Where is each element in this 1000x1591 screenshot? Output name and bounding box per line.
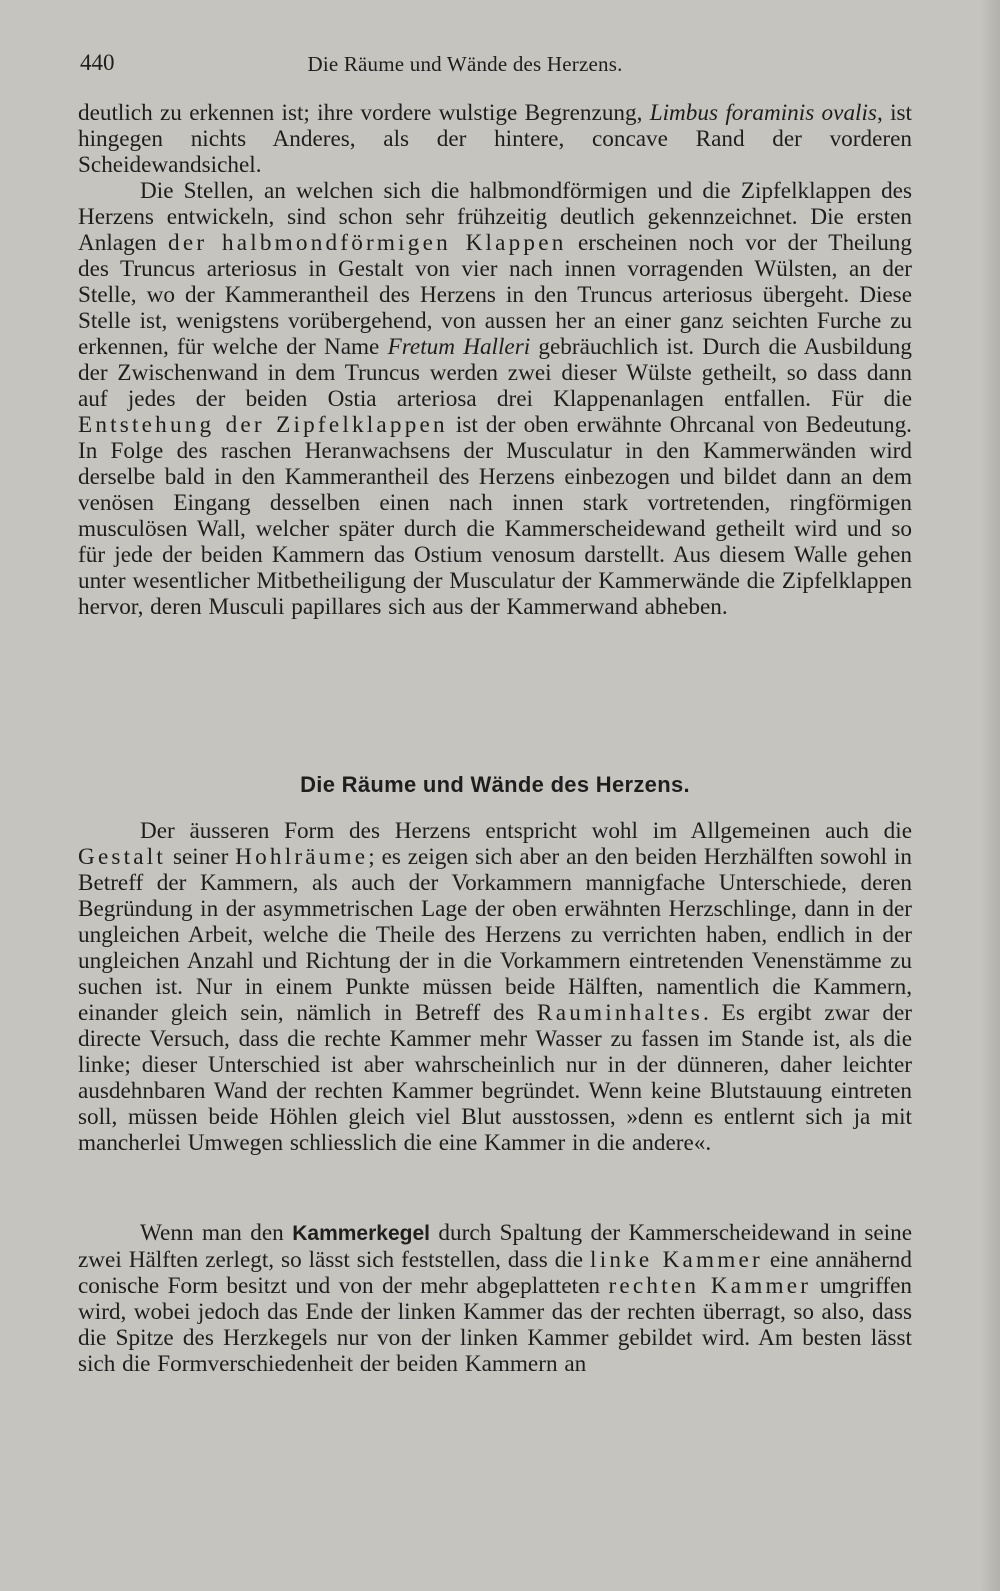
section-heading: Die Räume und Wände des Herzens. bbox=[300, 772, 690, 797]
running-title: Die Räume und Wände des Herzens. bbox=[307, 52, 623, 76]
spaced-term-entstehung-zipfelklappen: Entstehung der Zipfelklappen bbox=[78, 412, 448, 438]
spaced-term-halbmondfoermige-klappen: der halbmondförmigen Klappen bbox=[168, 230, 567, 256]
text-run: . Es ergibt zwar der directe Versuch, dass die rechte Kammer mehr Wasser zu fassen im Stande ist, als die linke; dieser Unterschied ist aber wahrscheinlich nur in der dünneren, daher leichter ausdehnbaren Wand der rechten Kammer begründet. Wenn keine Blutstauung eintreten soll, müssen beide Höhlen gleich viel Blut ausstossen, »denn es entlernt sich ja mit mancherlei Umwegen schliesslich die eine Kammer in die andere«. bbox=[78, 1000, 912, 1156]
text-run: durch Spaltung der Kammerscheidewand in seine zwei Hälften zerlegt, so lässt sich feststellen, dass die bbox=[78, 1220, 912, 1273]
spaced-term-linke-kammer: linke Kammer bbox=[590, 1247, 763, 1273]
page-edge-shadow bbox=[980, 0, 1000, 1591]
spaced-term-gestalt: Gestalt bbox=[78, 844, 167, 870]
text-run: ; es zeigen sich aber an den beiden Herzhälften sowohl in Betreff der Kammern, als auch der Vorkammern mannigfache Unterschiede, deren Begründung in der asymmetrischen Lage der oben erwähnten Herzschlinge, dann in der ungleichen Arbeit, welche die Theile des Herzens zu verrichten haben, endlich in der ungleichen Anzahl und Richtung der in die Vorkammern eintretenden Venenstämme zu suchen ist. Nur in einem Punkte müssen beide Hälften, namentlich die Kammern, einander gleich sein, nämlich in Betreff des bbox=[78, 844, 912, 1026]
spaced-term-rauminhalt: Rauminhaltes bbox=[537, 1000, 703, 1026]
text-run: Wenn man den bbox=[140, 1220, 293, 1246]
text-run: umgriffen wird, wobei jedoch das Ende der linken Kammer das der rechten überragt, so also, dass die Spitze des Herzkegels nur von der linken Kammer gebildet wird. Am besten lässt sich die Formverschiedenheit der beiden Kammern an bbox=[78, 1273, 912, 1377]
spaced-term-hohlraeume: Hohlräume bbox=[235, 844, 369, 870]
term-limbus-foraminis-ovalis: Limbus foraminis ovalis bbox=[649, 100, 877, 126]
bold-term-kammerkegel: Kammerkegel bbox=[292, 1222, 430, 1245]
text-run: seiner bbox=[166, 844, 236, 870]
text-run: erscheinen noch vor der Theilung des Truncus arteriosus in Gestalt von vier nach innen vorragenden Wülsten, an der Stelle, wo der Kammerantheil des Herzens in den Truncus arteriosus übergeht. Diese Stelle ist, wenigstens vorübergehend, von aussen her an einer ganz seichten Furche zu erkennen, für welche der Name bbox=[78, 230, 912, 360]
text-run: , ist hingegen nichts Anderes, als der hintere, concave Rand der vorderen Scheidewandsichel. bbox=[78, 100, 912, 178]
text-run: deutlich zu erkennen ist; ihre vordere wulstige Begrenzung, bbox=[78, 100, 650, 126]
running-header bbox=[80, 50, 910, 80]
text-run: eine annähernd conische Form besitzt und von der mehr abgeplatteten bbox=[78, 1247, 912, 1299]
text-run: ist der oben erwähnte Ohrcanal von Bedeutung. In Folge des raschen Heranwachsens der Musculatur in den Kammerwänden wird derselbe bald in den Kammerantheil des Herzens einbezogen und bildet dann an dem venösen Eingang desselben einen nach innen stark vortretenden, ringförmigen musculösen Wall, welcher später durch die Kammerscheidewand getheilt wird und so für jede der beiden Kammern das Ostium venosum darstellt. Aus diesem Walle gehen unter wesentlicher Mitbetheiligung der Musculatur der Kammerwände die Zipfelklappen hervor, deren Musculi papillares sich aus der Kammerwand abheben. bbox=[78, 412, 912, 620]
term-fretum-halleri: Fretum Halleri bbox=[387, 334, 531, 360]
page-number: 440 bbox=[80, 50, 115, 75]
text-run: Der äusseren Form des Herzens entspricht wohl im Allgemeinen auch die bbox=[140, 818, 912, 844]
text-run: gebräuchlich ist. Durch die Ausbildung der Zwischenwand in dem Truncus werden zwei dieser Wülste getheilt, so dass dann auf jedes der beiden Ostia arteriosa drei Klappenanlagen entfallen. Für die bbox=[78, 334, 912, 412]
paragraph-klappen bbox=[78, 178, 912, 620]
paragraph-hohlraeume bbox=[78, 818, 912, 1156]
paragraph-limbus bbox=[78, 100, 912, 178]
text-block-kammerkegel bbox=[78, 1220, 912, 1377]
text-block-raeume bbox=[78, 818, 912, 1156]
paragraph-kammerkegel bbox=[78, 1220, 912, 1377]
spaced-term-rechte-kammer: rechten Kammer bbox=[608, 1273, 812, 1299]
text-block-embryology bbox=[78, 100, 912, 620]
text-run: Die Stellen, an welchen sich die halbmondförmigen und die Zipfelklappen des Herzens entwickeln, sind schon sehr frühzeitig deutlich gekennzeichnet. Die ersten Anlagen bbox=[78, 178, 912, 256]
